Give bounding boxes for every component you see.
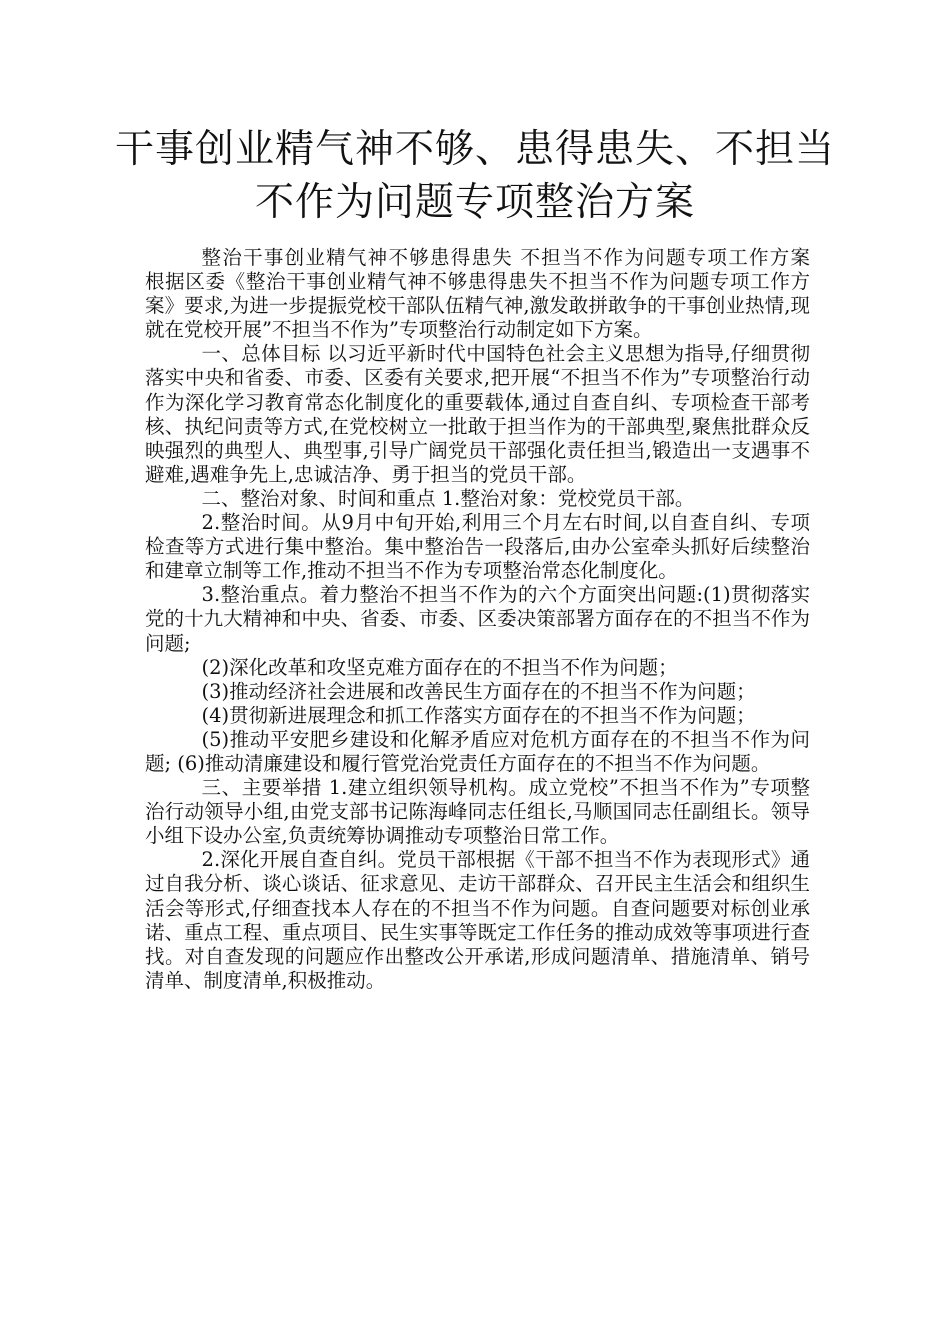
document-body — [145, 246, 830, 993]
paragraph-targets: 二、整治对象、时间和重点 1.整治对象：党校党员干部。 — [201, 486, 695, 510]
paragraph-item-3: (3)推动经济社会进展和改善民生方面存在的不担当不作为问题； — [201, 679, 756, 703]
paragraph-self-check: 2.深化开展自查自纠。党员干部根据《干部不担当不作为表现形式》通过自我分析、谈心谈话、征求意见、走访干部群众、召开民主生活会和组织生活会等形式,仔细查找本人存在的不担当不作为问题。自查问题要对标创业承诺、重点工程、重点项目、民生实事等既定工作任务的推动成效等事项进行查找。对自查发现的问题应作出整改公开承诺,形成问题清单、措施清单、销号清单、制度清单,积极推动。 — [145, 848, 810, 992]
document-title-line-1: 干事创业精气神不够、患得患失、不担当 — [114, 127, 835, 172]
document-title-line-2: 不作为问题专项整治方案 — [254, 180, 695, 225]
paragraph-intro: 整治干事创业精气神不够患得患失 不担当不作为问题专项工作方案 根据区委《整治干事创业精气神不够患得患失不担当不作为问题专项工作方案》要求,为进一步提振党校干部队伍精气神,激发敢拼敢争的干事创业热情,现就在党校开展”不担当不作为”专项整治行动制定如下方案。 — [145, 246, 830, 342]
paragraph-time: 2.整治时间。从9月中旬开始,利用三个月左右时间,以自查自纠、专项检查等方式进行集中整治。集中整治告一段落后,由办公室牵头抓好后续整治和建章立制等工作,推动不担当不作为专项整治常态化制度化。 — [145, 511, 810, 583]
paragraph-item-2: (2)深化改革和攻坚克难方面存在的不担当不作为问题； — [201, 655, 678, 679]
paragraph-item-4: (4)贯彻新进展理念和抓工作落实方面存在的不担当不作为问题； — [201, 703, 756, 727]
paragraph-focus: 3.整治重点。着力整治不担当不作为的六个方面突出问题:(1)贯彻落实党的十九大精神和中央、省委、市委、区委决策部署方面存在的不担当不作为问题; — [145, 583, 810, 655]
paragraph-item-5-6: (5)推动平安肥乡建设和化解矛盾应对危机方面存在的不担当不作为问题; (6)推动清廉建设和履行管党治党责任方面存在的不担当不作为问题。 — [145, 727, 810, 775]
paragraph-measures: 三、主要举措 1.建立组织领导机构。成立党校”不担当不作为”专项整治行动领导小组,由党支部书记陈海峰同志任组长,马顺国同志任副组长。领导小组下设办公室,负责统筹协调推动专项整治日常工作。 — [145, 776, 810, 848]
paragraph-overall-goal: 一、总体目标 以习近平新时代中国特色社会主义思想为指导,仔细贯彻落实中央和省委、市委、区委有关要求,把开展“不担当不作为”专项整治行动作为深化学习教育常态化制度化的重要载体,通过自查自纠、专项检查干部考核、执纪问责等方式,在党校树立一批敢于担当作为的干部典型,聚焦批群众反映强烈的典型人、典型事,引导广阔党员干部强化责任担当,锻造出一支遇事不避难,遇难争先上,忠诚洁净、勇于担当的党员干部。 — [145, 342, 810, 486]
